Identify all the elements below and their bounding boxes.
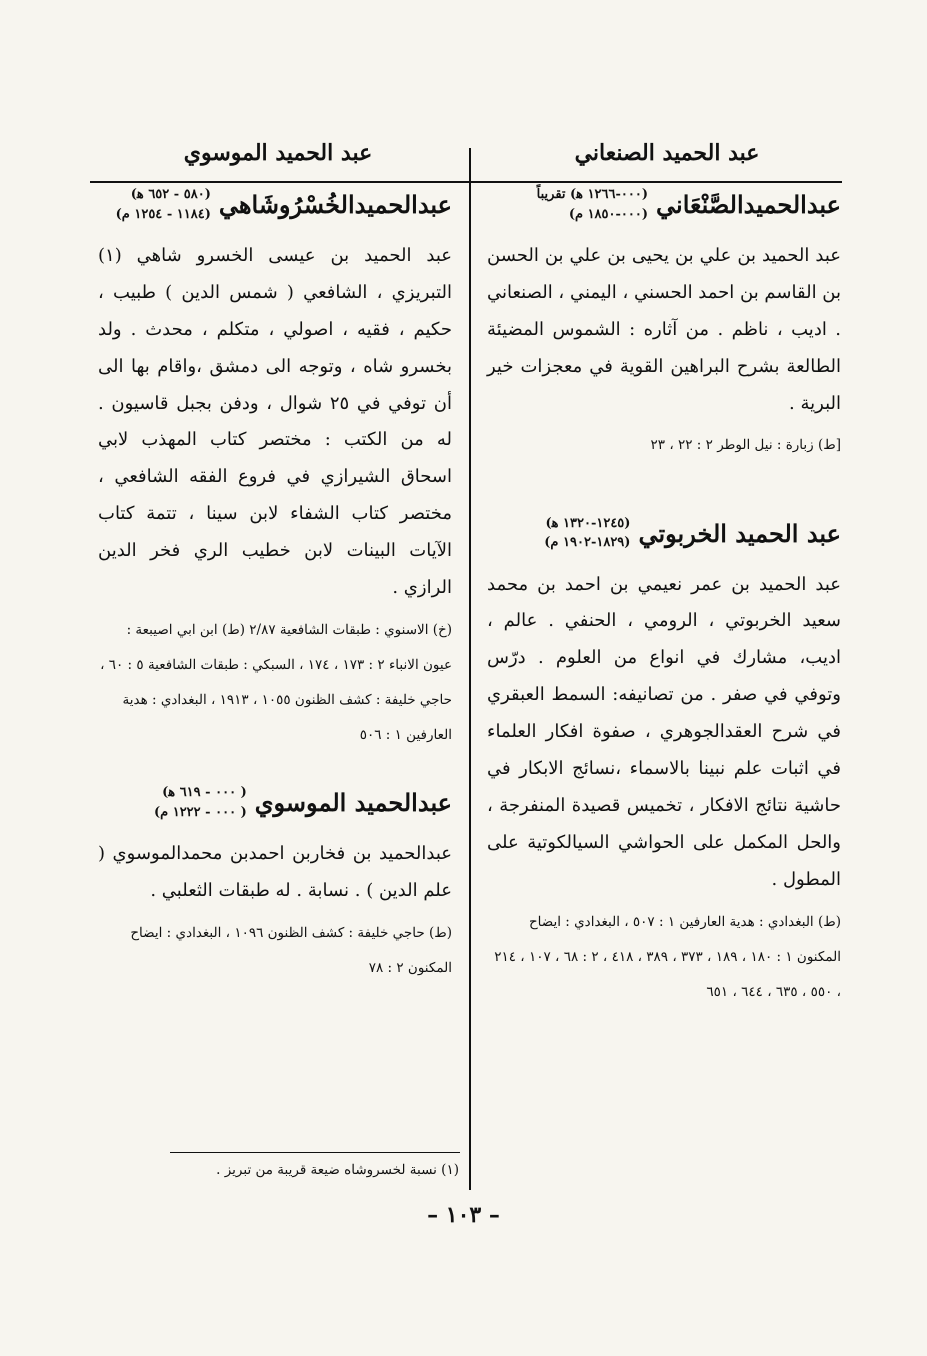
gregorian-dates: (٠٠٠-١٨٥٠ م) xyxy=(568,206,649,222)
entry-biography: عبدالحميد بن فخاربن احمدبن محمدالموسوي ( علم الدين ) . نسابة . له طبقات الثعلبي . xyxy=(98,843,452,902)
running-header-left: عبد الحميد الموسوي xyxy=(183,140,373,166)
entry-title xyxy=(98,185,452,224)
footnote: (١) نسبة لخسروشاه ضيعة قريبة من تبريز . xyxy=(216,1162,459,1178)
entry-biography: عبد الحميد بن عمر نعيمي بن احمد بن محمد سعيد الخربوتي ، الرومي ، الحنفي . عالم ، اديب، مشارك في انواع من العلوم . درّس وتوفي في صفر . من تصانيفه: السمط العبقري في شرح العقدالجوهري ، صفوة افكار العلماء في اثبات علم نبينا بالاسماء ،نسائج الابكار في حاشية نتائج الافكار ، تخميس قصيدة المنفرجة ، والحل المكمل على الحواشي السيالكوتية على المطول . xyxy=(487,573,841,890)
entry-sources: (خ) الاسنوي : طبقات الشافعية ٢/٨٧ (ط) ابن ابي اصيبعة : عيون الانباء ٢ : ١٧٣ ، ١٧٤ ، السبكي : طبقات الشافعية ٥ : ٦٠ ، حاجي خليفة : كشف الظنون ١٠٥٥ ، ١٩١٣ ، البغدادي : هدية العارفين ١ : ٥٠٦ xyxy=(100,621,452,744)
entry-dates xyxy=(116,185,211,224)
footnote-rule xyxy=(170,1152,460,1153)
hijri-dates: (٥٨٠ - ٦٥٢ ﻫ) xyxy=(130,187,211,202)
hijri-dates: (١٢٤٥-١٣٢٠ ﻫ) xyxy=(545,515,631,531)
entry-dates xyxy=(537,185,648,224)
entry-sources: (ط) البغدادي : هدية العارفين ١ : ٥٠٧ ، البغدادي : ايضاح المكنون ١ : ١٨٠ ، ١٨٩ ، ٣٧٣ ، ٣٨٩ ، ٤١٨ ، ٢ : ٦٨ ، ١٠٧ ، ٢١٤ ، ٥٥٠ ، ٦٣٥ ، ٦٤٤ ، ٦٥١ xyxy=(494,913,841,1000)
entry-musawi xyxy=(98,783,452,986)
running-header-right: عبد الحميد الصنعاني xyxy=(574,140,760,166)
left-column xyxy=(98,185,452,986)
entry-title xyxy=(98,783,452,822)
hijri-dates: ( ٠٠٠ - ٦١٩ ﻫ) xyxy=(162,785,247,801)
entry-name: عبدالحميدالصَّنْعَاني xyxy=(656,190,841,219)
entry-title xyxy=(487,185,841,224)
entry-dates xyxy=(154,783,247,822)
gregorian-dates: (١١٨٤ - ١٢٥٤ م) xyxy=(115,206,211,222)
page-number: – ١٠٣ – xyxy=(427,1202,500,1228)
entry-khusrawshahi xyxy=(98,185,452,753)
gregorian-dates: (١٨٢٩-١٩٠٢ م) xyxy=(544,535,631,551)
header-rule xyxy=(90,181,842,183)
entry-sources: (ط) حاجي خليفة : كشف الظنون ١٠٩٦ ، البغدادي : ايضاح المكنون ٢ : ٧٨ xyxy=(130,925,452,977)
entry-dates xyxy=(544,514,630,553)
entry-sanani xyxy=(487,185,841,464)
entry-name: عبدالحميدالخُسْرُوشَاهي xyxy=(218,190,452,219)
column-divider xyxy=(469,148,471,1190)
hijri-dates: (٠٠٠-١٢٦٦ ﻫ) تقريباً xyxy=(536,187,649,202)
entry-biography: عبد الحميد بن عيسى الخسرو شاهي (١) التبريزي ، الشافعي ( شمس الدين ) طبيب ، حكيم ، فقيه ، اصولي ، متكلم ، محدث . ولد بخسرو شاه ، وتوجه الى دمشق ،واقام بها الى أن توفي في ٢٥ شوال ، ودفن بجبل قاسيون . له من الكتب : مختصر كتاب المهذب لابي اسحاق الشيرازي في فروع الفقه الشافعي ، مختصر كتاب الشفاء لابن سينا ، تتمة كتاب الآيات البينات لابن خطيب الري فخر الدين الرازي . xyxy=(98,245,452,599)
entry-biography: عبد الحميد بن علي بن يحيى بن علي بن الحسن بن القاسم بن احمد الحسني ، اليمني ، الصنعاني . اديب ، ناظم . من آثاره : الشموس المضيئة الطالعة بشرح البراهين القوية في معجزات خير البرية . xyxy=(487,245,841,414)
entry-name: عبدالحميد الموسوي xyxy=(254,788,452,818)
right-column xyxy=(487,185,841,1010)
entry-title xyxy=(487,514,841,553)
gregorian-dates: ( ٠٠٠ - ١٢٢٢ م) xyxy=(153,804,247,820)
entry-kharbuti xyxy=(487,514,841,1010)
entry-sources: [ط) زبارة : نيل الوطر ٢ : ٢٢ ، ٢٣ xyxy=(650,437,841,454)
entry-name: عبد الحميد الخربوتي xyxy=(638,518,841,548)
